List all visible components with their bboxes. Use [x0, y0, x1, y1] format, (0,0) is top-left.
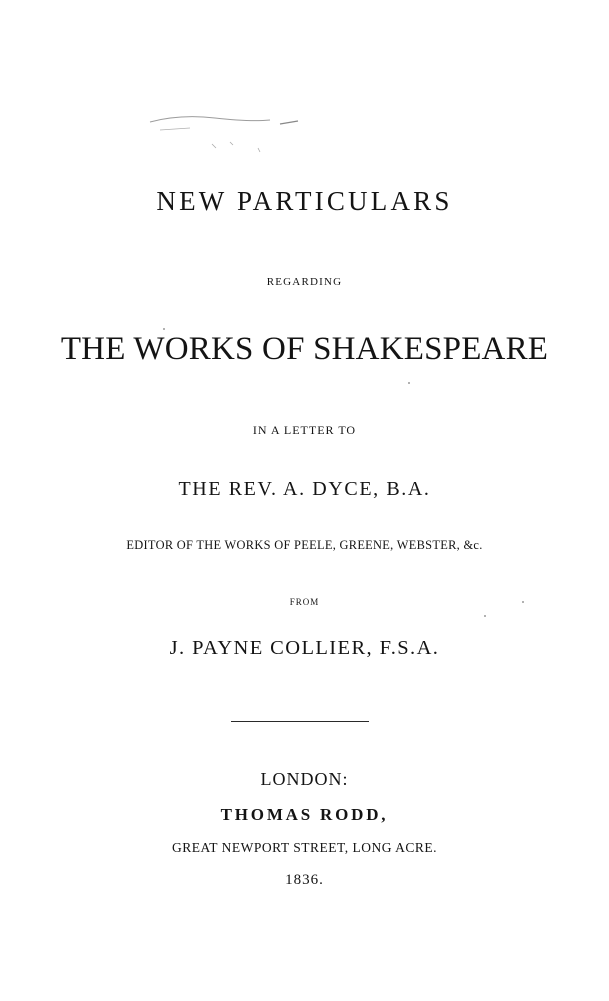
imprint-publisher: THOMAS RODD, [220, 805, 389, 824]
paper-speck [163, 328, 165, 330]
paper-speck [484, 615, 486, 617]
addressee-description-line: EDITOR OF THE WORKS OF PEELE, GREENE, WEBSTER, &c. [126, 538, 483, 552]
title-line-in-a-letter-to: IN A LETTER TO [252, 423, 357, 437]
imprint-city: LONDON: [260, 769, 349, 789]
author-line: J. PAYNE COLLIER, F.S.A. [169, 637, 440, 659]
addressee-line: THE REV. A. DYCE, B.A. [178, 478, 431, 500]
title-line-works-of-shakespeare: THE WORKS OF SHAKESPEARE [60, 331, 549, 367]
title-line-new-particulars: NEW PARTICULARS [156, 186, 453, 216]
imprint-year: 1836. [285, 872, 324, 888]
title-line-regarding: REGARDING [266, 276, 343, 288]
paper-speck [408, 382, 410, 384]
divider-rule [231, 721, 369, 722]
ink-smudge-mark [120, 104, 320, 164]
from-line: FROM [289, 597, 320, 607]
paper-speck [522, 601, 524, 603]
imprint-address: GREAT NEWPORT STREET, LONG ACRE. [172, 840, 437, 855]
